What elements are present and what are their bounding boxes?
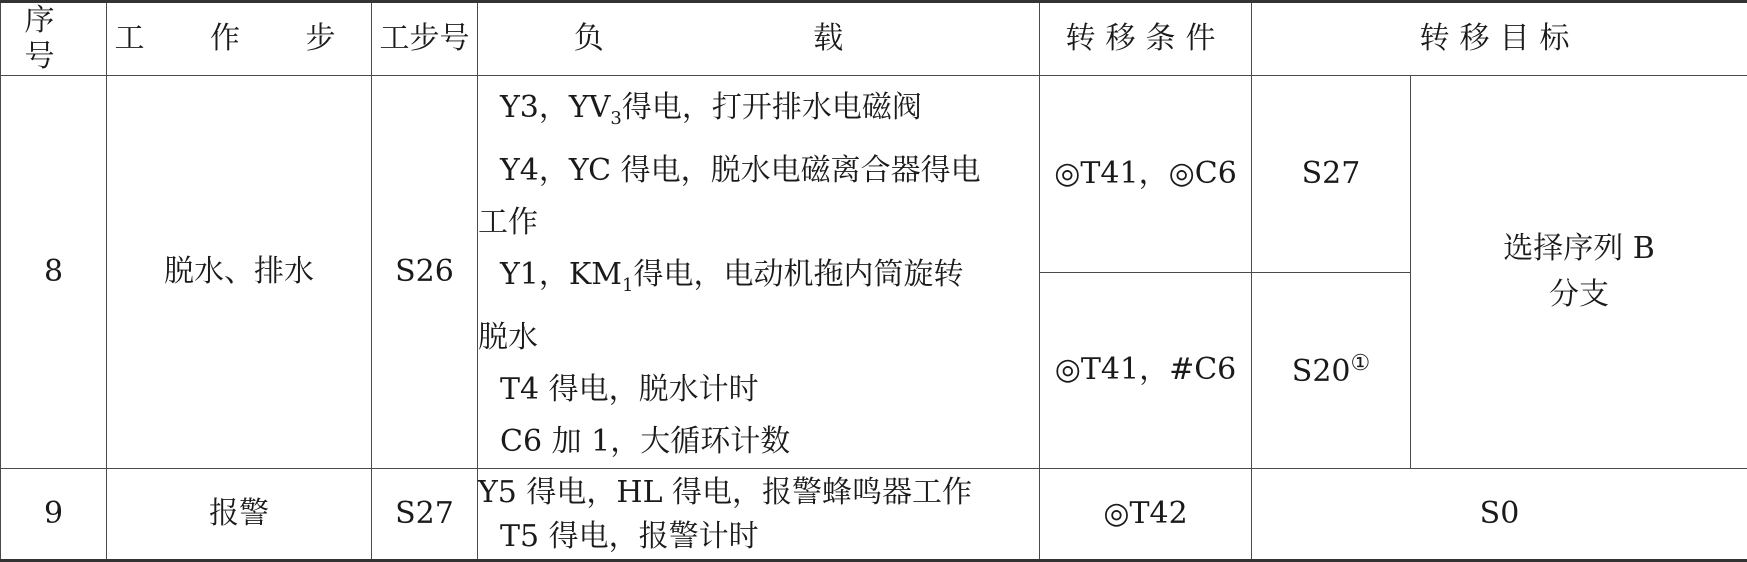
- row9-target: S0: [1252, 469, 1747, 561]
- row8-step-no: S26: [372, 76, 478, 469]
- row8-branch: 选择序列 B 分支: [1411, 76, 1747, 469]
- row8-load-line-4: T4 得电，脱水计时: [500, 364, 1029, 416]
- row8-load-line-5: C6 加 1，大循环计数: [500, 416, 1029, 468]
- row8-target-1: S27: [1252, 76, 1411, 273]
- row9-load: [478, 469, 1040, 561]
- row9-condition: ◎T42: [1040, 469, 1252, 561]
- row9-step: 报警: [107, 469, 372, 561]
- table-row-9: [1, 469, 1747, 561]
- header-step: 工 作 步: [107, 2, 372, 76]
- header-target: 转移目标: [1252, 2, 1747, 76]
- row8-condition-2: ◎T41，#C6: [1040, 272, 1252, 469]
- row8-load-line-3-cont: 脱水: [478, 312, 1029, 364]
- header-condition: 转移条件: [1040, 2, 1252, 76]
- header-seq: 序 号: [1, 2, 107, 76]
- table-row-8a: [1, 76, 1747, 273]
- row8-target-2: S20①: [1252, 272, 1411, 469]
- row8-step: 脱水、排水: [107, 76, 372, 469]
- header-row: [1, 2, 1747, 76]
- row8-condition-1: ◎T41，◎C6: [1040, 76, 1252, 273]
- header-step-no: 工步号: [372, 2, 478, 76]
- row8-load-line-1: Y3，$YV_3$得电，打开排水电磁阀: [500, 82, 1029, 145]
- row9-step-no: S27: [372, 469, 478, 561]
- row8-load: [478, 76, 1040, 469]
- row9-seq: 9: [1, 469, 107, 561]
- row8-load-line-2: Y4，YC 得电，脱水电磁离合器得电: [500, 145, 1029, 197]
- header-load: 负 载: [478, 2, 1040, 76]
- row8-seq: 8: [1, 76, 107, 469]
- row9-load-line-1: Y5 得电，HL 得电，报警蜂鸣器工作: [478, 471, 1029, 515]
- row8-load-line-3: Y1，$KM_1$得电，电动机拖内筒旋转: [500, 249, 1029, 312]
- row9-load-line-2: T5 得电，报警计时: [500, 515, 1029, 559]
- row8-load-line-2-cont: 工作: [478, 197, 1029, 249]
